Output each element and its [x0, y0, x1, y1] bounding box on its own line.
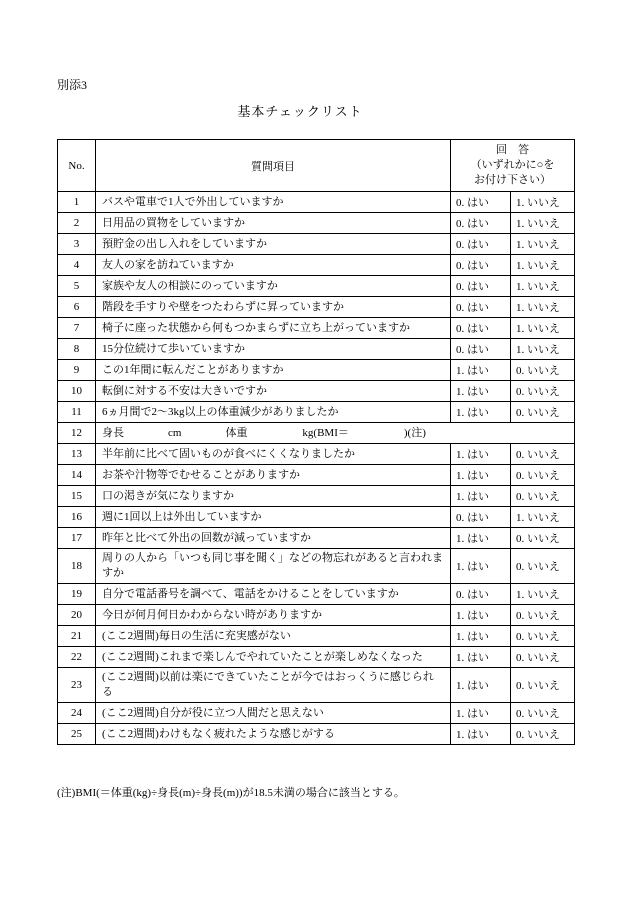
col-header-answer [451, 140, 575, 192]
question-text: (ここ2週間)自分が役に立つ人間だと思えない [96, 703, 451, 724]
table-row [58, 668, 575, 703]
answer-yes: 1. はい [451, 549, 511, 584]
answer-no: 0. いいえ [511, 647, 575, 668]
table-row [58, 255, 575, 276]
table-row [58, 318, 575, 339]
answer-no: 1. いいえ [511, 584, 575, 605]
answer-yes: 1. はい [451, 444, 511, 465]
answer-no: 0. いいえ [511, 724, 575, 745]
question-text: 自分で電話番号を調べて、電話をかけることをしていますか [96, 584, 451, 605]
checklist-table [57, 139, 575, 745]
answer-no: 0. いいえ [511, 703, 575, 724]
row-number: 3 [58, 234, 96, 255]
answer-yes: 1. はい [451, 381, 511, 402]
answer-yes: 1. はい [451, 360, 511, 381]
row-number: 6 [58, 297, 96, 318]
table-row [58, 486, 575, 507]
answer-yes: 1. はい [451, 668, 511, 703]
answer-no: 0. いいえ [511, 381, 575, 402]
footnote: (注)BMI(＝体重(kg)÷身長(m)÷身長(m))が18.5未満の場合に該当とする。 [57, 787, 405, 799]
question-text: 階段を手すりや壁をつたわらずに昇っていますか [96, 297, 451, 318]
table-row [58, 626, 575, 647]
answer-yes: 1. はい [451, 528, 511, 549]
answer-yes: 0. はい [451, 192, 511, 213]
question-text: 周りの人から「いつも同じ事を聞く」などの物忘れがあると言われますか [96, 549, 451, 584]
col-header-no: No. [58, 140, 96, 192]
answer-no: 0. いいえ [511, 528, 575, 549]
row-number: 2 [58, 213, 96, 234]
answer-no: 1. いいえ [511, 507, 575, 528]
question-text: 身長 cm 体重 kg(BMI＝ )(注) [96, 423, 575, 444]
question-text: (ここ2週間)わけもなく疲れたような感じがする [96, 724, 451, 745]
table-row [58, 297, 575, 318]
row-number: 4 [58, 255, 96, 276]
row-number: 8 [58, 339, 96, 360]
row-number: 16 [58, 507, 96, 528]
table-row [58, 276, 575, 297]
table-row [58, 234, 575, 255]
table-row [58, 402, 575, 423]
question-text: 15分位続けて歩いていますか [96, 339, 451, 360]
answer-header-note1: （いずれかに○を [470, 159, 555, 171]
answer-yes: 0. はい [451, 213, 511, 234]
answer-yes: 1. はい [451, 465, 511, 486]
checklist-body [58, 192, 575, 745]
answer-yes: 1. はい [451, 605, 511, 626]
table-row [58, 507, 575, 528]
answer-yes: 0. はい [451, 507, 511, 528]
answer-yes: 1. はい [451, 402, 511, 423]
answer-no: 0. いいえ [511, 626, 575, 647]
row-number: 19 [58, 584, 96, 605]
table-row [58, 703, 575, 724]
table-row [58, 444, 575, 465]
question-text: 友人の家を訪ねていますか [96, 255, 451, 276]
answer-no: 0. いいえ [511, 605, 575, 626]
question-text: 今日が何月何日かわからない時がありますか [96, 605, 451, 626]
table-row [58, 584, 575, 605]
row-number: 1 [58, 192, 96, 213]
table-row [58, 423, 575, 444]
question-text: 昨年と比べて外出の回数が減っていますか [96, 528, 451, 549]
answer-no: 1. いいえ [511, 318, 575, 339]
answer-yes: 1. はい [451, 626, 511, 647]
table-row [58, 381, 575, 402]
answer-no: 0. いいえ [511, 402, 575, 423]
col-header-question: 質問項目 [96, 140, 451, 192]
row-number: 25 [58, 724, 96, 745]
question-text: この1年間に転んだことがありますか [96, 360, 451, 381]
row-number: 11 [58, 402, 96, 423]
answer-no: 1. いいえ [511, 255, 575, 276]
page-title: 基本チェックリスト [237, 104, 363, 119]
answer-no: 0. いいえ [511, 549, 575, 584]
answer-yes: 0. はい [451, 318, 511, 339]
attachment-label: 別添3 [57, 78, 88, 92]
answer-no: 0. いいえ [511, 360, 575, 381]
row-number: 15 [58, 486, 96, 507]
answer-yes: 0. はい [451, 339, 511, 360]
question-text: (ここ2週間)これまで楽しんでやれていたことが楽しめなくなった [96, 647, 451, 668]
row-number: 21 [58, 626, 96, 647]
question-text: 家族や友人の相談にのっていますか [96, 276, 451, 297]
row-number: 7 [58, 318, 96, 339]
row-number: 9 [58, 360, 96, 381]
question-text: お茶や汁物等でむせることがありますか [96, 465, 451, 486]
table-row [58, 213, 575, 234]
row-number: 10 [58, 381, 96, 402]
answer-header-title: 回 答 [496, 144, 529, 156]
question-text: バスや電車で1人で外出していますか [96, 192, 451, 213]
table-row [58, 724, 575, 745]
question-text: (ここ2週間)毎日の生活に充実感がない [96, 626, 451, 647]
table-row [58, 339, 575, 360]
row-number: 5 [58, 276, 96, 297]
question-text: 半年前に比べて固いものが食べにくくなりましたか [96, 444, 451, 465]
answer-no: 1. いいえ [511, 234, 575, 255]
question-text: 椅子に座った状態から何もつかまらずに立ち上がっていますか [96, 318, 451, 339]
table-row [58, 360, 575, 381]
row-number: 14 [58, 465, 96, 486]
answer-yes: 1. はい [451, 724, 511, 745]
row-number: 22 [58, 647, 96, 668]
checklist-table-container [57, 139, 575, 745]
question-text: 転倒に対する不安は大きいですか [96, 381, 451, 402]
answer-no: 1. いいえ [511, 276, 575, 297]
answer-yes: 1. はい [451, 703, 511, 724]
answer-no: 0. いいえ [511, 465, 575, 486]
row-number: 20 [58, 605, 96, 626]
row-number: 18 [58, 549, 96, 584]
question-text: 日用品の買物をしていますか [96, 213, 451, 234]
table-row [58, 549, 575, 584]
answer-header-note2: お付け下さい） [474, 174, 551, 186]
answer-no: 0. いいえ [511, 444, 575, 465]
answer-yes: 1. はい [451, 486, 511, 507]
table-row [58, 528, 575, 549]
question-text: 6ヵ月間で2～3kg以上の体重減少がありましたか [96, 402, 451, 423]
answer-yes: 0. はい [451, 234, 511, 255]
table-row [58, 192, 575, 213]
answer-no: 1. いいえ [511, 297, 575, 318]
question-text: 週に1回以上は外出していますか [96, 507, 451, 528]
answer-yes: 0. はい [451, 255, 511, 276]
answer-yes: 0. はい [451, 297, 511, 318]
row-number: 12 [58, 423, 96, 444]
row-number: 23 [58, 668, 96, 703]
question-text: 預貯金の出し入れをしていますか [96, 234, 451, 255]
answer-no: 0. いいえ [511, 668, 575, 703]
answer-no: 1. いいえ [511, 339, 575, 360]
row-number: 17 [58, 528, 96, 549]
answer-yes: 1. はい [451, 647, 511, 668]
answer-no: 0. いいえ [511, 486, 575, 507]
table-row [58, 605, 575, 626]
question-text: (ここ2週間)以前は楽にできていたことが今ではおっくうに感じられる [96, 668, 451, 703]
answer-no: 1. いいえ [511, 213, 575, 234]
answer-no: 1. いいえ [511, 192, 575, 213]
row-number: 24 [58, 703, 96, 724]
header-row [58, 140, 575, 192]
table-row [58, 647, 575, 668]
answer-yes: 0. はい [451, 584, 511, 605]
table-row [58, 465, 575, 486]
question-text: 口の渇きが気になりますか [96, 486, 451, 507]
row-number: 13 [58, 444, 96, 465]
answer-yes: 0. はい [451, 276, 511, 297]
